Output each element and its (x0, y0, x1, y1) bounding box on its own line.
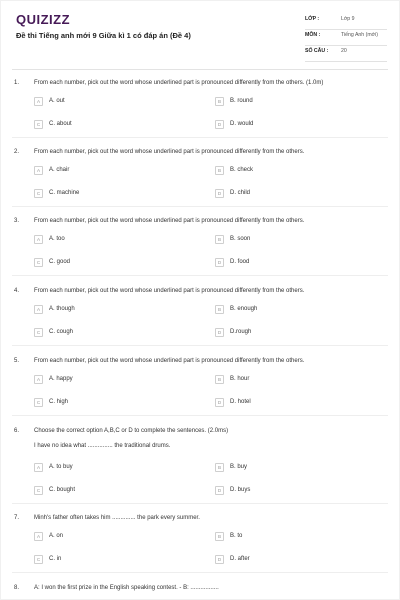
answer-option-b[interactable] (215, 97, 365, 107)
option-text: C. good (49, 259, 71, 265)
answer-option-b[interactable] (215, 463, 365, 473)
answer-option-d[interactable] (215, 120, 365, 130)
option-text: B. to (230, 533, 243, 539)
option-letter-box[interactable]: A (34, 235, 43, 244)
answer-option-d[interactable] (215, 555, 365, 565)
option-letter-box[interactable]: B (215, 375, 224, 384)
question-separator (12, 345, 388, 346)
meta-value: 20 (341, 48, 347, 54)
option-text: D. hotel (230, 399, 251, 405)
question-number: 3. (14, 218, 20, 224)
meta-row-class (305, 14, 387, 30)
question-text: A: I won the first prize in the English speaking contest. - B: ................. (34, 585, 219, 591)
option-letter-box[interactable]: A (34, 305, 43, 314)
question-text: From each number, pick out the word whose underlined part is pronounced differently from the others. (34, 149, 305, 155)
answer-option-b[interactable] (215, 532, 365, 542)
option-letter-box[interactable]: A (34, 375, 43, 384)
option-text: A. too (49, 236, 65, 242)
question-text: Minh's father often takes him .............. the park every summer. (34, 515, 200, 521)
option-letter-box[interactable]: B (215, 305, 224, 314)
question-text: From each number, pick out the word whose underlined part is pronounced differently from the others. (34, 358, 305, 364)
meta-label: SỐ CÂU : (305, 48, 329, 54)
answer-option-a[interactable] (34, 463, 184, 473)
option-letter-box[interactable]: D (215, 189, 224, 198)
header-divider (12, 69, 388, 70)
option-text: B. check (230, 167, 254, 173)
option-letter-box[interactable]: B (215, 235, 224, 244)
option-letter-box[interactable]: B (215, 97, 224, 106)
answer-option-c[interactable] (34, 486, 184, 496)
answer-option-b[interactable] (215, 235, 365, 245)
option-text: D. child (230, 190, 251, 196)
meta-label: LỚP : (305, 16, 320, 22)
option-letter-box[interactable]: C (34, 120, 43, 129)
answer-option-d[interactable] (215, 189, 365, 199)
question-number: 8. (14, 585, 20, 591)
option-letter-box[interactable]: C (34, 189, 43, 198)
option-letter-box[interactable]: B (215, 532, 224, 541)
answer-option-a[interactable] (34, 375, 184, 385)
answer-option-c[interactable] (34, 120, 184, 130)
option-letter-box[interactable]: D (215, 258, 224, 267)
question-separator (12, 275, 388, 276)
answer-option-c[interactable] (34, 398, 184, 408)
answer-option-a[interactable] (34, 166, 184, 176)
option-letter-box[interactable]: A (34, 166, 43, 175)
option-text: C. cough (49, 329, 74, 335)
option-text: B. soon (230, 236, 251, 242)
answer-option-c[interactable] (34, 189, 184, 199)
option-text: B. round (230, 98, 253, 104)
question-number: 6. (14, 428, 20, 434)
answer-option-b[interactable] (215, 305, 365, 315)
option-text: A. on (49, 533, 64, 539)
option-text: C. machine (49, 190, 80, 196)
answer-option-a[interactable] (34, 532, 184, 542)
answer-option-c[interactable] (34, 555, 184, 565)
question-text: From each number, pick out the word whose underlined part is pronounced differently from the others. (34, 288, 305, 294)
answer-option-a[interactable] (34, 235, 184, 245)
worksheet-title: Đề thi Tiếng anh mới 9 Giữa kì 1 có đáp án (Đề 4) (16, 31, 191, 40)
option-letter-box[interactable]: C (34, 555, 43, 564)
question-separator (12, 206, 388, 207)
meta-value: Lớp 9 (341, 16, 355, 22)
option-text: A. though (49, 306, 75, 312)
option-letter-box[interactable]: A (34, 532, 43, 541)
option-text: A. out (49, 98, 65, 104)
answer-option-d[interactable] (215, 398, 365, 408)
answer-option-d[interactable] (215, 258, 365, 268)
question-number: 2. (14, 149, 20, 155)
option-letter-box[interactable]: C (34, 486, 43, 495)
answer-option-a[interactable] (34, 305, 184, 315)
option-text: B. enough (230, 306, 258, 312)
option-letter-box[interactable]: C (34, 398, 43, 407)
meta-row-question-count (305, 46, 387, 62)
option-letter-box[interactable]: A (34, 463, 43, 472)
option-text: B. hour (230, 376, 250, 382)
question-text: From each number, pick out the word whose underlined part is pronounced differently from the others. (34, 218, 305, 224)
answer-option-b[interactable] (215, 375, 365, 385)
question-text: Choose the correct option A,B,C or D to complete the sentences. (2.0ms) (34, 428, 229, 434)
option-text: D. would (230, 121, 254, 127)
answer-option-d[interactable] (215, 486, 365, 496)
option-letter-box[interactable]: A (34, 97, 43, 106)
option-letter-box[interactable]: C (34, 258, 43, 267)
worksheet-header (0, 0, 400, 76)
option-letter-box[interactable]: D (215, 120, 224, 129)
question-separator (12, 503, 388, 504)
option-letter-box[interactable]: D (215, 555, 224, 564)
answer-option-c[interactable] (34, 328, 184, 338)
answer-option-d[interactable] (215, 328, 365, 338)
meta-label: MÔN : (305, 32, 321, 38)
option-letter-box[interactable]: D (215, 328, 224, 337)
question-number: 1. (14, 80, 20, 86)
meta-row-subject (305, 30, 387, 46)
question-number: 5. (14, 358, 20, 364)
meta-value: Tiếng Anh (mới) (341, 32, 378, 38)
question-number: 4. (14, 288, 20, 294)
option-letter-box[interactable]: C (34, 328, 43, 337)
question-text: From each number, pick out the word whose underlined part is pronounced differently from the others. (1.0m) (34, 80, 324, 86)
option-text: A. to buy (49, 464, 73, 470)
question-sentence: I have no idea what ............... the traditional drums. (34, 443, 171, 449)
quizizz-logo[interactable]: QUIZIZZ (16, 12, 71, 27)
option-text: D. buys (230, 487, 251, 493)
option-text: B. buy (230, 464, 248, 470)
worksheet-meta (305, 14, 387, 62)
answer-option-c[interactable] (34, 258, 184, 268)
question-separator (12, 572, 388, 573)
question-separator (12, 137, 388, 138)
option-text: A. chair (49, 167, 70, 173)
option-text: C. high (49, 399, 69, 405)
answer-option-a[interactable] (34, 97, 184, 107)
option-text: D. food (230, 259, 250, 265)
option-text: C. in (49, 556, 62, 562)
option-text: D.rough (230, 329, 252, 335)
option-text: D. after (230, 556, 250, 562)
option-letter-box[interactable]: B (215, 166, 224, 175)
option-letter-box[interactable]: D (215, 486, 224, 495)
question-separator (12, 415, 388, 416)
option-text: A. happy (49, 376, 73, 382)
option-text: C. about (49, 121, 72, 127)
question-number: 7. (14, 515, 20, 521)
option-text: C. bought (49, 487, 76, 493)
option-letter-box[interactable]: D (215, 398, 224, 407)
option-letter-box[interactable]: B (215, 463, 224, 472)
answer-option-b[interactable] (215, 166, 365, 176)
